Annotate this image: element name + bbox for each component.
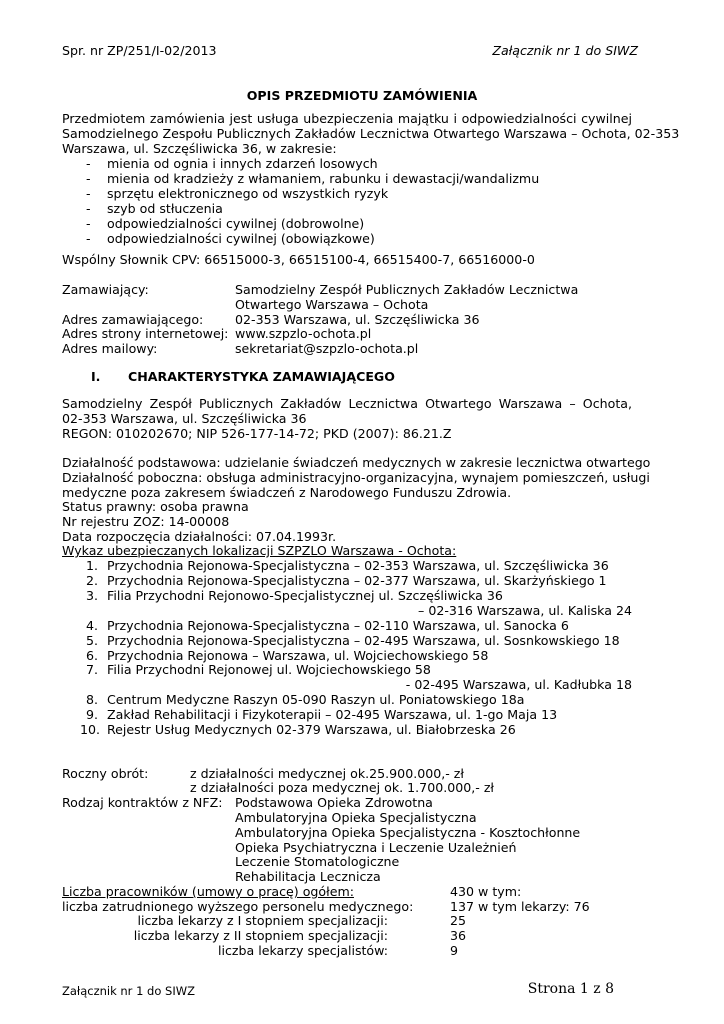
- list-item: mienia od kradzieży z włamaniem, rabunku i dewastacji/wandalizmu: [107, 171, 540, 186]
- list-item: szyb od stłuczenia: [107, 201, 223, 216]
- turnover-label: Roczny obrót:: [62, 766, 149, 781]
- list-item: Zakład Rehabilitacji i Fizykoterapii – 02-495 Warszawa, ul. 1-go Maja 13: [107, 707, 558, 722]
- bullet-dash: -: [86, 156, 91, 171]
- locations-title: Wykaz ubezpieczanych lokalizacji SZPZLO Warszawa - Ochota:: [62, 543, 457, 558]
- list-number: 4.: [85, 618, 98, 633]
- employees-total-label: Liczba pracowników (umowy o pracę) ogółem:: [62, 884, 354, 899]
- website-link[interactable]: www.szpzlo-ochota.pl: [235, 326, 372, 341]
- header-attachment: Załącznik nr 1 do SIWZ: [492, 43, 638, 58]
- list-item: Przychodnia Rejonowa-Specjalistyczna – 02-353 Warszawa, ul. Szczęśliwicka 36: [107, 558, 609, 573]
- list-item: Rehabilitacja Lecznicza: [235, 869, 381, 884]
- intro-line-2: Samodzielnego Zespołu Publicznych Zakładów Lecznictwa Otwartego Warszawa – Ochota, 02-353: [62, 126, 680, 141]
- header-reference: Spr. nr ZP/251/I-02/2013: [62, 43, 217, 58]
- bullet-dash: -: [86, 186, 91, 201]
- bullet-dash: -: [86, 216, 91, 231]
- medical-staff-value: 137 w tym lekarzy: 76: [450, 899, 590, 914]
- email-label: Adres mailowy:: [62, 341, 158, 356]
- list-item: Leczenie Stomatologiczne: [235, 854, 400, 869]
- cpv-codes: Wspólny Słownik CPV: 66515000-3, 66515100-4, 66515400-7, 66516000-0: [62, 252, 535, 267]
- activity-main: Działalność podstawowa: udzielanie świadczeń medycznych w zakresie lecznictwa otwartego: [62, 455, 651, 470]
- page-title: OPIS PRZEDMIOTU ZAMÓWIENIA: [246, 88, 478, 103]
- list-item: sprzętu elektronicznego od wszystkich ryzyk: [107, 186, 389, 201]
- list-item: Centrum Medyczne Raszyn 05-090 Raszyn ul. Poniatowskiego 18a: [107, 692, 525, 707]
- list-item: Rejestr Usług Medycznych 02-379 Warszawa, ul. Białobrzeska 26: [107, 722, 516, 737]
- list-number: 8.: [85, 692, 98, 707]
- list-item: Przychodnia Rejonowa-Specjalistyczna – 02-110 Warszawa, ul. Sanocka 6: [107, 618, 569, 633]
- company-ids: REGON: 010202670; NIP 526-177-14-72; PKD (2007): 86.21.Z: [62, 426, 452, 441]
- spec2-value: 36: [450, 928, 467, 943]
- section-number: I.: [91, 369, 101, 384]
- list-item: Filia Przychodni Rejonowej ul. Wojciechowskiego 58: [107, 662, 431, 677]
- list-number: 6.: [85, 648, 98, 663]
- list-item: Przychodnia Rejonowa-Specjalistyczna – 02-377 Warszawa, ul. Skarżyńskiego 1: [107, 573, 607, 588]
- section-title: CHARAKTERYSTYKA ZAMAWIAJĄCEGO: [128, 369, 395, 384]
- list-item: Opieka Psychiatryczna i Leczenie Uzależnień: [235, 840, 517, 855]
- page-number: Strona 1 z 8: [527, 981, 614, 997]
- specialists-value: 9: [450, 943, 459, 958]
- list-number: 5.: [85, 633, 98, 648]
- list-item: Przychodnia Rejonowa-Specjalistyczna – 02-495 Warszawa, ul. Sosnkowskiego 18: [107, 633, 620, 648]
- list-item: Filia Przychodni Rejonowo-Specjalistycznej ul. Szczęśliwicka 36: [107, 588, 503, 603]
- nfz-label: Rodzaj kontraktów z NFZ:: [62, 795, 223, 810]
- bullet-dash: -: [86, 171, 91, 186]
- list-item: Przychodnia Rejonowa – Warszawa, ul. Wojciechowskiego 58: [107, 648, 489, 663]
- list-item: odpowiedzialności cywilnej (obowiązkowe): [107, 231, 375, 246]
- intro-line-1: Przedmiotem zamówienia jest usługa ubezpieczenia majątku i odpowiedzialności cywilnej: [62, 111, 632, 126]
- ordering-value: Samodzielny Zespół Publicznych Zakładów Lecznictwa: [235, 282, 579, 297]
- intro-line-3: Warszawa, ul. Szczęśliwicka 36, w zakresie:: [62, 141, 337, 156]
- list-item-cont: - 02-495 Warszawa, ul. Kadłubka 18: [405, 677, 632, 692]
- start-date: Data rozpoczęcia działalności: 07.04.1993r.: [62, 529, 337, 544]
- company-line-2: 02-353 Warszawa, ul. Szczęśliwicka 36: [62, 411, 307, 426]
- spec2-label: liczba lekarzy z II stopniem specjalizacji:: [133, 928, 388, 943]
- specialists-label: liczba lekarzy specjalistów:: [217, 943, 388, 958]
- list-item: Podstawowa Opieka Zdrowotna: [235, 795, 433, 810]
- website-label: Adres strony internetowej:: [62, 326, 229, 341]
- list-item: Ambulatoryjna Opieka Specjalistyczna: [235, 810, 477, 825]
- activity-side-line-1: Działalność poboczna: obsługa administracyjno-organizacyjna, wynajem pomieszczeń, usługi: [62, 470, 650, 485]
- spec1-label: liczba lekarzy z I stopniem specjalizacji:: [137, 913, 388, 928]
- list-number: 1.: [85, 558, 98, 573]
- email-link[interactable]: sekretariat@szpzlo-ochota.pl: [235, 341, 419, 356]
- company-line-1: Samodzielny Zespół Publicznych Zakładów Lecznictwa Otwartego Warszawa – Ochota,: [62, 396, 632, 411]
- list-number: 9.: [85, 707, 98, 722]
- registry-number: Nr rejestru ZOZ: 14-00008: [62, 514, 230, 529]
- ordering-value-cont: Otwartego Warszawa – Ochota: [235, 297, 429, 312]
- list-item: odpowiedzialności cywilnej (dobrowolne): [107, 216, 365, 231]
- ordering-label: Zamawiający:: [62, 282, 149, 297]
- employees-total-value: 430 w tym:: [450, 884, 522, 899]
- list-item: mienia od ognia i innych zdarzeń losowych: [107, 156, 378, 171]
- turnover-non-medical: z działalności poza medycznej ok. 1.700.000,- zł: [190, 780, 495, 795]
- list-number: 7.: [85, 662, 98, 677]
- activity-side-line-2: medyczne poza zakresem świadczeń z Narodowego Funduszu Zdrowia.: [62, 485, 512, 500]
- address-label: Adres zamawiającego:: [62, 312, 204, 327]
- footer-attachment: Załącznik nr 1 do SIWZ: [62, 984, 195, 998]
- address-value: 02-353 Warszawa, ul. Szczęśliwicka 36: [235, 312, 480, 327]
- list-number: 2.: [85, 573, 98, 588]
- medical-staff-label: liczba zatrudnionego wyższego personelu medycznego:: [62, 899, 414, 914]
- bullet-dash: -: [86, 201, 91, 216]
- list-item-cont: – 02-316 Warszawa, ul. Kaliska 24: [418, 603, 632, 618]
- spec1-value: 25: [450, 913, 467, 928]
- list-number: 10.: [80, 722, 101, 737]
- list-item: Ambulatoryjna Opieka Specjalistyczna - Kosztochłonne: [235, 825, 581, 840]
- legal-status: Status prawny: osoba prawna: [62, 499, 249, 514]
- list-number: 3.: [85, 588, 98, 603]
- bullet-dash: -: [86, 231, 91, 246]
- turnover-medical: z działalności medycznej ok.25.900.000,- zł: [190, 766, 464, 781]
